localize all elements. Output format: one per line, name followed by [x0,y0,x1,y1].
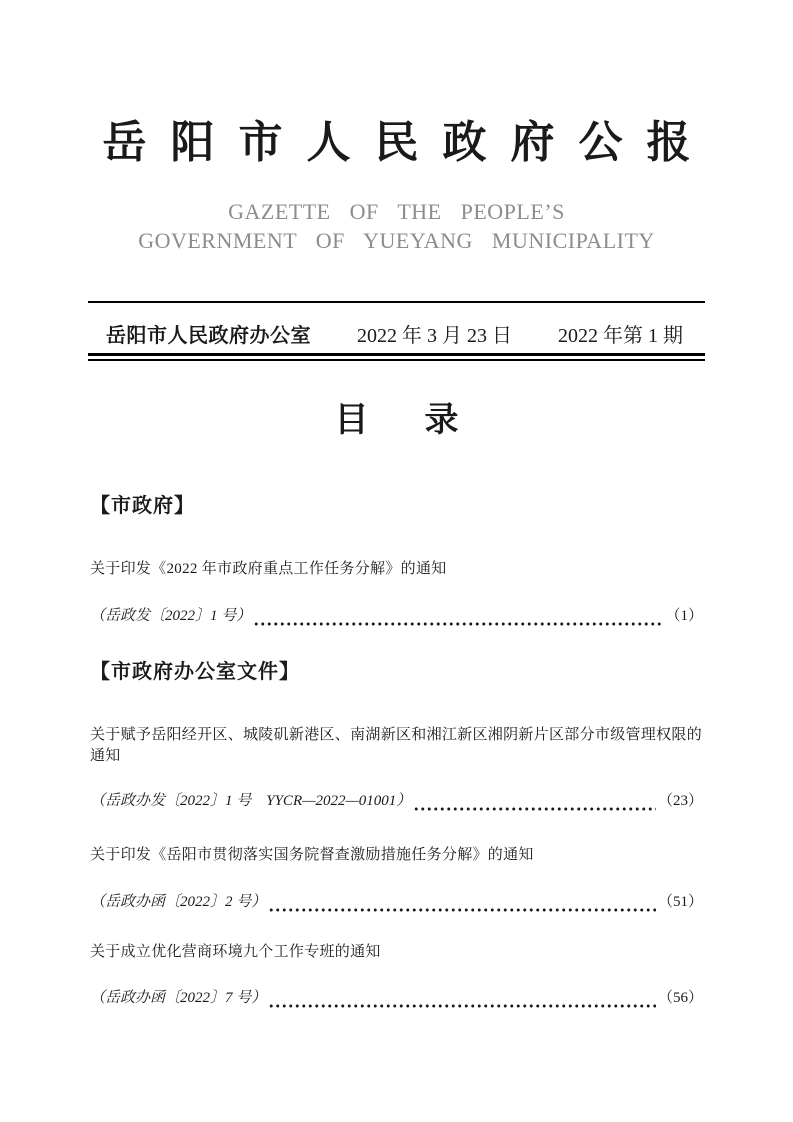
toc-entry-doc-number: （岳政办函〔2022〕2 号） [90,893,267,910]
toc-title: 目录 [334,401,515,439]
gazette-title-en [0,197,793,255]
toc-entry [90,942,703,1009]
toc-list [90,493,703,1009]
toc-entry-title: 关于赋予岳阳经开区、城陵矶新港区、南湖新区和湘江新区湘阴新片区部分市级管理权限的通知 [90,726,703,764]
toc-entry-ref-row [90,791,703,812]
gazette-title-cn: 岳阳市人民政府公报 [102,118,715,167]
publishing-office: 岳阳市人民政府办公室 [106,324,311,347]
toc-entry-page-number: （1） [665,607,703,624]
toc-entry-title: 关于印发《岳阳市贯彻落实国务院督查激励措施任务分解》的通知 [90,846,534,863]
toc-entry-ref-row [90,892,703,913]
toc-dot-leader [268,988,656,1009]
toc-entry [90,559,703,627]
issue-number: 2022 年第 1 期 [558,324,683,347]
publication-date: 2022 年 3 月 23 日 [357,324,512,347]
toc-dot-leader [253,606,663,627]
toc-section-heading-office-documents: 【市政府办公室文件】 [90,660,300,683]
toc-entry-title: 关于成立优化营商环境九个工作专班的通知 [90,943,381,960]
toc-entry-doc-number: （岳政办发〔2022〕1 号 YYCR—2022—01001） [90,792,412,809]
toc-dot-leader [413,791,656,812]
toc-entry [90,725,703,812]
toc-entry-page-number: （23） [657,792,703,809]
issue-bar [88,301,705,361]
toc-entry-doc-number: （岳政发〔2022〕1 号） [90,607,252,624]
toc-entry-page-number: （56） [657,989,703,1006]
gazette-title-en-line1: GAZETTE OF THE PEOPLE’S [228,198,565,224]
toc-entry [90,845,703,913]
issue-bar-row [88,303,705,353]
toc-dot-leader [268,892,656,913]
gazette-title-en-line2: GOVERNMENT OF YUEYANG MUNICIPALITY [138,227,655,253]
toc-entry-doc-number: （岳政办函〔2022〕7 号） [90,989,267,1006]
issue-bar-double-rule [88,353,705,361]
toc-entry-ref-row [90,988,703,1009]
toc-section-heading-city-government: 【市政府】 [90,494,195,517]
toc-entry-title: 关于印发《2022 年市政府重点工作任务分解》的通知 [90,560,447,577]
toc-entry-page-number: （51） [657,893,703,910]
toc-entry-ref-row [90,606,703,627]
